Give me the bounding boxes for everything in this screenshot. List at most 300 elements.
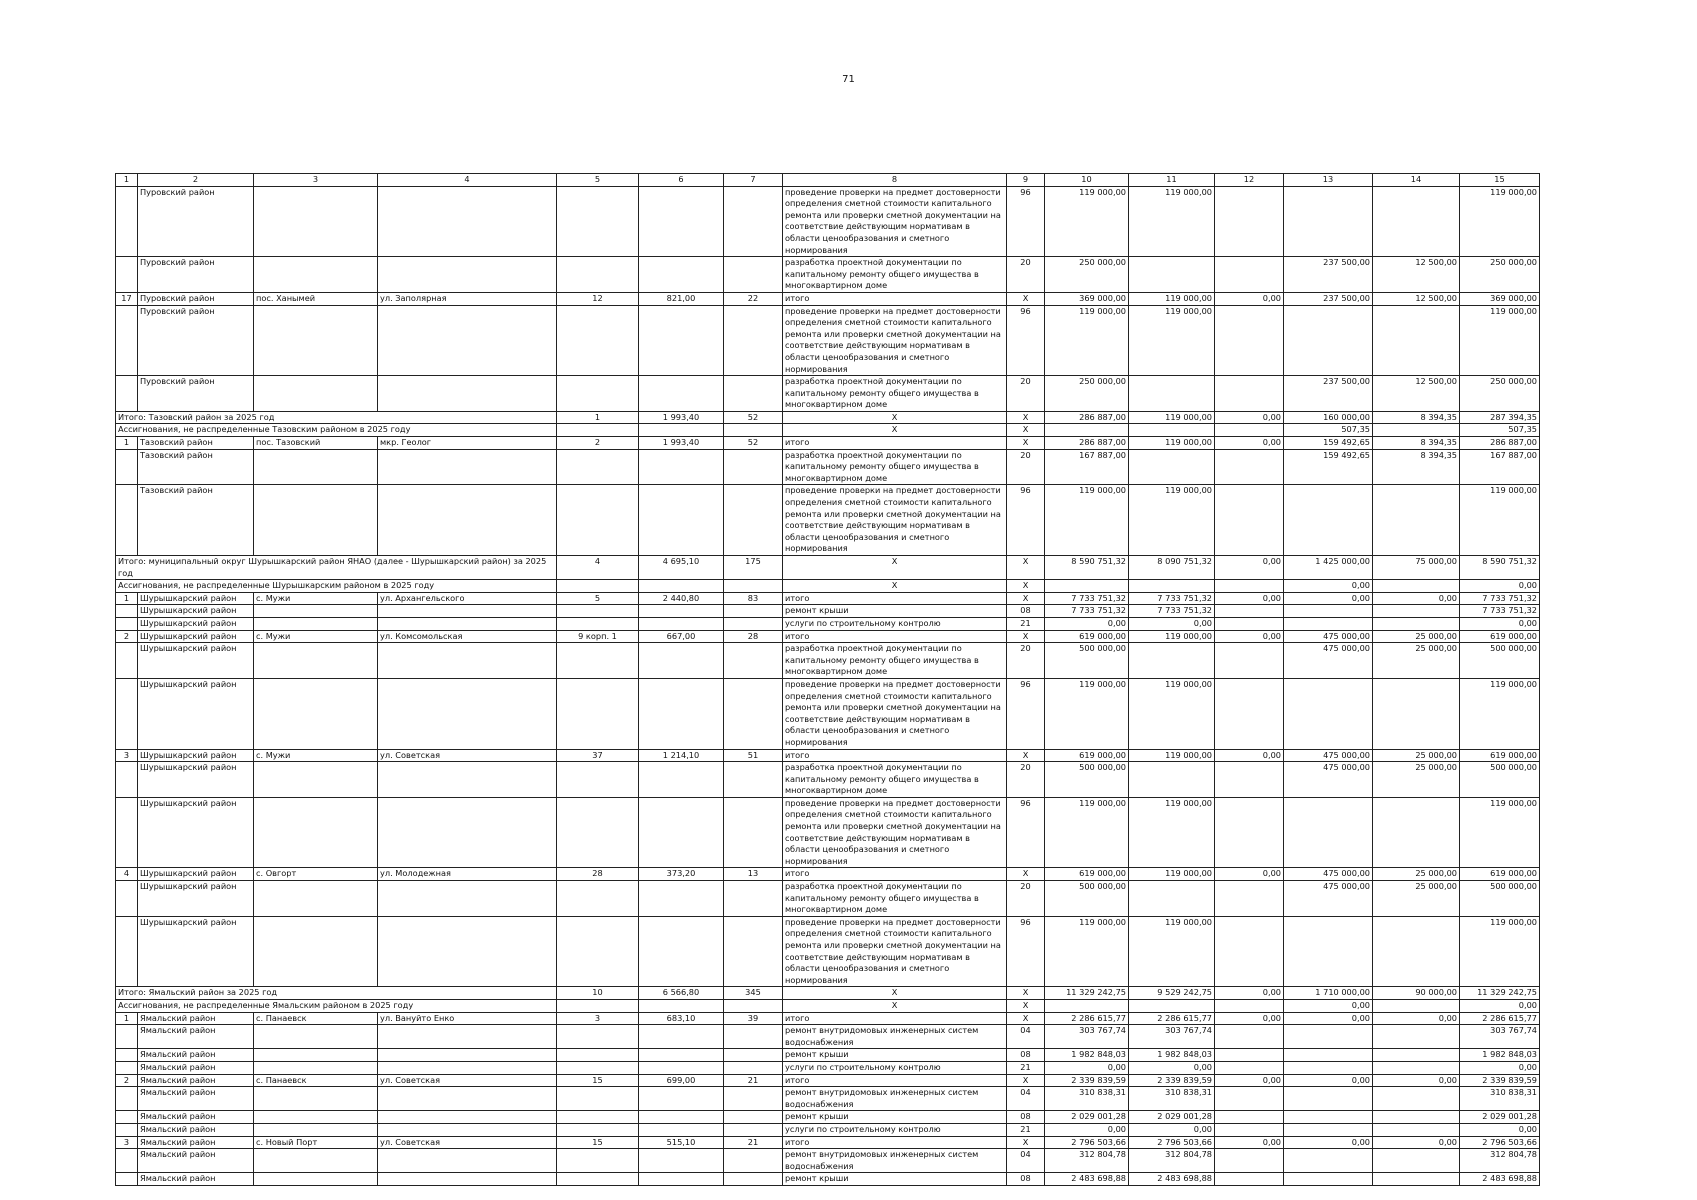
cell-c9: 08: [1007, 1049, 1045, 1062]
cell-c10: 500 000,00: [1045, 643, 1129, 679]
cell-c15: 619 000,00: [1460, 868, 1540, 881]
cell-c3: [254, 449, 378, 485]
table-row: [116, 797, 1540, 868]
cell-c3: [254, 1173, 378, 1186]
cell-c14: [1373, 1049, 1460, 1062]
cell-c2: Ямальский район: [138, 1025, 254, 1049]
cell-c7: [724, 1173, 783, 1186]
summary-row: [116, 424, 1540, 437]
cell-c13: 475 000,00: [1284, 881, 1373, 917]
cell-c14: 90 000,00: [1373, 987, 1460, 1000]
cell-c1: 3: [116, 749, 138, 762]
cell-c2: Шурышкарский район: [138, 749, 254, 762]
cell-c5: 2: [557, 437, 639, 450]
cell-c8: ремонт крыши: [783, 605, 1007, 618]
cell-c2: Ямальский район: [138, 1136, 254, 1149]
cell-c12: 0,00: [1215, 592, 1284, 605]
column-header-15: 15: [1460, 174, 1540, 187]
cell-c4: [378, 305, 557, 376]
cell-c7: 52: [724, 411, 783, 424]
cell-c15: 2 029 001,28: [1460, 1111, 1540, 1124]
cell-c1: [116, 617, 138, 630]
cell-c11: 119 000,00: [1129, 749, 1215, 762]
cell-c3: [254, 1049, 378, 1062]
table-row: [116, 592, 1540, 605]
cell-c3: [254, 305, 378, 376]
cell-c1: [116, 1149, 138, 1173]
cell-c3: [254, 617, 378, 630]
cell-c5: [557, 643, 639, 679]
cell-c9: Х: [1007, 749, 1045, 762]
cell-span: Итого: Ямальский район за 2025 год: [116, 987, 557, 1000]
cell-c13: 159 492,65: [1284, 449, 1373, 485]
cell-c14: 25 000,00: [1373, 868, 1460, 881]
cell-c4: [378, 485, 557, 556]
cell-c14: 25 000,00: [1373, 630, 1460, 643]
cell-c4: [378, 1087, 557, 1111]
cell-c7: [724, 257, 783, 293]
cell-c9: 21: [1007, 1123, 1045, 1136]
cell-c13: 0,00: [1284, 1136, 1373, 1149]
cell-c6: [639, 186, 724, 257]
cell-c13: 1 425 000,00: [1284, 556, 1373, 580]
cell-c10: 7 733 751,32: [1045, 605, 1129, 618]
cell-c3: [254, 762, 378, 798]
cell-c9: 04: [1007, 1149, 1045, 1173]
cell-c4: [378, 186, 557, 257]
cell-c13: [1284, 617, 1373, 630]
cell-c3: [254, 881, 378, 917]
summary-row: [116, 999, 1540, 1012]
cell-c1: 2: [116, 1074, 138, 1087]
cell-c3: с. Мужи: [254, 630, 378, 643]
cell-c15: 1 982 848,03: [1460, 1049, 1540, 1062]
cell-c10: 119 000,00: [1045, 678, 1129, 749]
cell-c13: 475 000,00: [1284, 762, 1373, 798]
table-row: [116, 292, 1540, 305]
cell-c15: 2 796 503,66: [1460, 1136, 1540, 1149]
cell-c10: 369 000,00: [1045, 292, 1129, 305]
cell-c2: Пуровский район: [138, 305, 254, 376]
cell-c11: 0,00: [1129, 1123, 1215, 1136]
summary-row: [116, 411, 1540, 424]
cell-c2: Шурышкарский район: [138, 916, 254, 987]
table-row: [116, 449, 1540, 485]
cell-c15: 507,35: [1460, 424, 1540, 437]
cell-c5: 12: [557, 292, 639, 305]
cell-c11: 119 000,00: [1129, 630, 1215, 643]
cell-c5: [557, 1111, 639, 1124]
cell-c14: 0,00: [1373, 1012, 1460, 1025]
cell-c8: итого: [783, 437, 1007, 450]
cell-c15: 369 000,00: [1460, 292, 1540, 305]
cell-c14: 12 500,00: [1373, 292, 1460, 305]
cell-c10: 2 483 698,88: [1045, 1173, 1129, 1186]
column-header-2: 2: [138, 174, 254, 187]
cell-c1: [116, 605, 138, 618]
cell-c2: Шурышкарский район: [138, 797, 254, 868]
cell-c1: 2: [116, 630, 138, 643]
cell-c11: [1129, 449, 1215, 485]
cell-c11: [1129, 424, 1215, 437]
page-number: 71: [842, 74, 855, 85]
cell-c4: ул. Заполярная: [378, 292, 557, 305]
cell-c6: 821,00: [639, 292, 724, 305]
cell-c5: [557, 257, 639, 293]
cell-c4: ул. Советская: [378, 1074, 557, 1087]
cell-c8: ремонт крыши: [783, 1049, 1007, 1062]
cell-c6: [639, 605, 724, 618]
table-row: [116, 1136, 1540, 1149]
cell-c4: [378, 257, 557, 293]
cell-c3: [254, 916, 378, 987]
cell-c9: Х: [1007, 630, 1045, 643]
cell-c10: [1045, 999, 1129, 1012]
cell-c3: [254, 186, 378, 257]
cell-c6: 1 214,10: [639, 749, 724, 762]
column-header-8: 8: [783, 174, 1007, 187]
cell-c1: [116, 678, 138, 749]
cell-c4: [378, 1061, 557, 1074]
cell-c2: Шурышкарский район: [138, 605, 254, 618]
cell-c12: [1215, 186, 1284, 257]
cell-c14: [1373, 797, 1460, 868]
cell-span: Ассигнования, не распределенные Шурышкарским районом в 2025 году: [116, 580, 557, 593]
cell-c15: 286 887,00: [1460, 437, 1540, 450]
cell-c5: 37: [557, 749, 639, 762]
cell-c8: разработка проектной документации по капитальному ремонту общего имущества в многоквартирном доме: [783, 762, 1007, 798]
cell-c12: 0,00: [1215, 1012, 1284, 1025]
cell-c12: 0,00: [1215, 292, 1284, 305]
cell-c10: 500 000,00: [1045, 881, 1129, 917]
cell-c4: [378, 1149, 557, 1173]
cell-c3: с. Мужи: [254, 749, 378, 762]
cell-c2: Ямальский район: [138, 1074, 254, 1087]
cell-c12: [1215, 916, 1284, 987]
cell-c15: 119 000,00: [1460, 678, 1540, 749]
cell-c12: [1215, 424, 1284, 437]
cell-c11: [1129, 580, 1215, 593]
column-header-7: 7: [724, 174, 783, 187]
cell-c7: 21: [724, 1136, 783, 1149]
cell-c5: [557, 1173, 639, 1186]
cell-c6: [639, 1123, 724, 1136]
cell-c13: [1284, 1149, 1373, 1173]
cell-c14: [1373, 1173, 1460, 1186]
cell-c9: Х: [1007, 580, 1045, 593]
cell-c14: 8 394,35: [1373, 411, 1460, 424]
cell-c8: Х: [783, 411, 1007, 424]
cell-c7: [724, 999, 783, 1012]
allocation-table: [115, 173, 1540, 1186]
table-row: [116, 1049, 1540, 1062]
cell-c11: [1129, 376, 1215, 412]
cell-c9: 96: [1007, 916, 1045, 987]
cell-c10: 1 982 848,03: [1045, 1049, 1129, 1062]
cell-c13: 237 500,00: [1284, 257, 1373, 293]
table-row: [116, 617, 1540, 630]
cell-c15: 310 838,31: [1460, 1087, 1540, 1111]
cell-c11: 303 767,74: [1129, 1025, 1215, 1049]
cell-c5: [557, 449, 639, 485]
cell-c11: 7 733 751,32: [1129, 592, 1215, 605]
cell-c3: [254, 1111, 378, 1124]
cell-c5: [557, 678, 639, 749]
cell-c6: [639, 449, 724, 485]
cell-c5: 15: [557, 1136, 639, 1149]
cell-c10: 8 590 751,32: [1045, 556, 1129, 580]
cell-c11: [1129, 643, 1215, 679]
cell-c12: [1215, 762, 1284, 798]
cell-c15: 2 483 698,88: [1460, 1173, 1540, 1186]
cell-c6: [639, 617, 724, 630]
cell-c10: 250 000,00: [1045, 257, 1129, 293]
cell-c8: ремонт внутридомовых инженерных систем водоснабжения: [783, 1025, 1007, 1049]
cell-c11: 119 000,00: [1129, 437, 1215, 450]
cell-c11: 312 804,78: [1129, 1149, 1215, 1173]
cell-c6: 4 695,10: [639, 556, 724, 580]
cell-c1: [116, 1049, 138, 1062]
cell-c15: 250 000,00: [1460, 376, 1540, 412]
table-row: [116, 1061, 1540, 1074]
cell-c6: [639, 580, 724, 593]
cell-c1: [116, 797, 138, 868]
cell-c11: 0,00: [1129, 1061, 1215, 1074]
cell-c9: 08: [1007, 605, 1045, 618]
cell-c12: [1215, 449, 1284, 485]
cell-c5: [557, 797, 639, 868]
cell-c9: 20: [1007, 449, 1045, 485]
cell-c5: [557, 1087, 639, 1111]
cell-c15: 303 767,74: [1460, 1025, 1540, 1049]
cell-c5: [557, 762, 639, 798]
cell-c10: 310 838,31: [1045, 1087, 1129, 1111]
cell-c5: 28: [557, 868, 639, 881]
cell-c8: разработка проектной документации по капитальному ремонту общего имущества в многоквартирном доме: [783, 376, 1007, 412]
cell-c6: [639, 1049, 724, 1062]
cell-c15: 167 887,00: [1460, 449, 1540, 485]
cell-c3: пос. Ханымей: [254, 292, 378, 305]
cell-c8: услуги по строительному контролю: [783, 617, 1007, 630]
cell-c4: [378, 1123, 557, 1136]
cell-c7: [724, 485, 783, 556]
cell-c12: 0,00: [1215, 1136, 1284, 1149]
cell-c6: [639, 1173, 724, 1186]
cell-c7: 83: [724, 592, 783, 605]
cell-c1: [116, 1025, 138, 1049]
cell-c1: [116, 881, 138, 917]
cell-c8: ремонт крыши: [783, 1173, 1007, 1186]
cell-c14: [1373, 999, 1460, 1012]
cell-c13: [1284, 1087, 1373, 1111]
cell-c13: 475 000,00: [1284, 868, 1373, 881]
cell-c3: [254, 485, 378, 556]
cell-c7: 345: [724, 987, 783, 1000]
cell-c6: [639, 999, 724, 1012]
cell-c5: 3: [557, 1012, 639, 1025]
cell-c15: 8 590 751,32: [1460, 556, 1540, 580]
cell-c10: 2 286 615,77: [1045, 1012, 1129, 1025]
cell-c14: [1373, 1149, 1460, 1173]
cell-c10: 119 000,00: [1045, 797, 1129, 868]
cell-c9: Х: [1007, 1074, 1045, 1087]
cell-c13: 0,00: [1284, 999, 1373, 1012]
cell-c9: Х: [1007, 592, 1045, 605]
cell-c14: 12 500,00: [1373, 257, 1460, 293]
cell-c5: 5: [557, 592, 639, 605]
cell-c4: [378, 762, 557, 798]
cell-c8: разработка проектной документации по капитальному ремонту общего имущества в многоквартирном доме: [783, 449, 1007, 485]
cell-c13: [1284, 305, 1373, 376]
cell-c8: итого: [783, 749, 1007, 762]
cell-c12: [1215, 580, 1284, 593]
cell-c4: [378, 1025, 557, 1049]
cell-c15: 0,00: [1460, 617, 1540, 630]
cell-c4: [378, 678, 557, 749]
cell-c4: [378, 916, 557, 987]
cell-c14: 8 394,35: [1373, 449, 1460, 485]
cell-c5: 10: [557, 987, 639, 1000]
cell-c13: 237 500,00: [1284, 376, 1373, 412]
cell-c9: 96: [1007, 678, 1045, 749]
cell-c11: 1 982 848,03: [1129, 1049, 1215, 1062]
table-row: [116, 305, 1540, 376]
cell-c5: 9 корп. 1: [557, 630, 639, 643]
cell-c12: [1215, 797, 1284, 868]
cell-c6: [639, 485, 724, 556]
cell-c10: 119 000,00: [1045, 485, 1129, 556]
cell-c15: 7 733 751,32: [1460, 592, 1540, 605]
cell-c4: ул. Советская: [378, 1136, 557, 1149]
cell-c14: [1373, 1123, 1460, 1136]
cell-c8: проведение проверки на предмет достоверности определения сметной стоимости капитального ремонта или проверки сметной документации на соответствие действующим нормативам в области ценообразования и сметного нормирования: [783, 485, 1007, 556]
cell-c2: Шурышкарский район: [138, 881, 254, 917]
cell-c7: [724, 1111, 783, 1124]
cell-c5: [557, 186, 639, 257]
cell-c8: итого: [783, 592, 1007, 605]
cell-c2: Ямальский район: [138, 1087, 254, 1111]
column-header-4: 4: [378, 174, 557, 187]
cell-c15: 500 000,00: [1460, 762, 1540, 798]
cell-c14: [1373, 1087, 1460, 1111]
cell-c15: 619 000,00: [1460, 630, 1540, 643]
cell-c2: Тазовский район: [138, 437, 254, 450]
column-header-12: 12: [1215, 174, 1284, 187]
table-row: [116, 1111, 1540, 1124]
cell-c6: 699,00: [639, 1074, 724, 1087]
cell-c3: [254, 605, 378, 618]
cell-c13: [1284, 1049, 1373, 1062]
table-row: [116, 1123, 1540, 1136]
cell-c7: 22: [724, 292, 783, 305]
cell-c12: [1215, 1025, 1284, 1049]
summary-row: [116, 987, 1540, 1000]
cell-c14: 75 000,00: [1373, 556, 1460, 580]
table-row: [116, 437, 1540, 450]
column-header-14: 14: [1373, 174, 1460, 187]
cell-c8: Х: [783, 556, 1007, 580]
cell-c12: [1215, 999, 1284, 1012]
cell-c3: с. Овгорт: [254, 868, 378, 881]
cell-span: Ассигнования, не распределенные Тазовским районом в 2025 году: [116, 424, 557, 437]
cell-c10: 2 796 503,66: [1045, 1136, 1129, 1149]
column-header-6: 6: [639, 174, 724, 187]
cell-c4: [378, 376, 557, 412]
table-row: [116, 762, 1540, 798]
cell-c13: 160 000,00: [1284, 411, 1373, 424]
cell-c13: [1284, 485, 1373, 556]
cell-c15: 500 000,00: [1460, 643, 1540, 679]
cell-c12: [1215, 1149, 1284, 1173]
cell-c6: [639, 762, 724, 798]
cell-c6: 2 440,80: [639, 592, 724, 605]
cell-c2: Ямальский район: [138, 1173, 254, 1186]
cell-c11: 119 000,00: [1129, 411, 1215, 424]
cell-c14: 0,00: [1373, 1136, 1460, 1149]
cell-c10: 119 000,00: [1045, 916, 1129, 987]
cell-c8: проведение проверки на предмет достоверности определения сметной стоимости капитального ремонта или проверки сметной документации на соответствие действующим нормативам в области ценообразования и сметного нормирования: [783, 678, 1007, 749]
cell-c7: [724, 449, 783, 485]
cell-c10: 119 000,00: [1045, 305, 1129, 376]
cell-c12: [1215, 881, 1284, 917]
cell-c8: ремонт крыши: [783, 1111, 1007, 1124]
cell-c3: с. Панаевск: [254, 1012, 378, 1025]
cell-c10: 250 000,00: [1045, 376, 1129, 412]
cell-c11: 2 029 001,28: [1129, 1111, 1215, 1124]
cell-c14: [1373, 186, 1460, 257]
cell-c12: [1215, 305, 1284, 376]
cell-c2: Пуровский район: [138, 376, 254, 412]
cell-c7: [724, 617, 783, 630]
cell-c13: 237 500,00: [1284, 292, 1373, 305]
cell-c1: [116, 916, 138, 987]
cell-c9: 96: [1007, 797, 1045, 868]
cell-c8: проведение проверки на предмет достоверности определения сметной стоимости капитального ремонта или проверки сметной документации на соответствие действующим нормативам в области ценообразования и сметного нормирования: [783, 305, 1007, 376]
cell-c11: [1129, 762, 1215, 798]
cell-c7: [724, 424, 783, 437]
cell-c15: 0,00: [1460, 580, 1540, 593]
cell-c6: [639, 1149, 724, 1173]
cell-c15: 119 000,00: [1460, 485, 1540, 556]
cell-span: Итого: муниципальный округ Шурышкарский район ЯНАО (далее - Шурышкарский район) за 2025 год: [116, 556, 557, 580]
table-row: [116, 678, 1540, 749]
cell-c2: Тазовский район: [138, 449, 254, 485]
cell-c14: 12 500,00: [1373, 376, 1460, 412]
table-row: [116, 749, 1540, 762]
column-header-11: 11: [1129, 174, 1215, 187]
cell-c5: [557, 580, 639, 593]
cell-c13: [1284, 797, 1373, 868]
cell-c9: Х: [1007, 987, 1045, 1000]
cell-c7: [724, 1061, 783, 1074]
cell-c8: итого: [783, 630, 1007, 643]
cell-c7: [724, 376, 783, 412]
cell-c14: [1373, 916, 1460, 987]
cell-c12: 0,00: [1215, 1074, 1284, 1087]
cell-c12: 0,00: [1215, 411, 1284, 424]
cell-c2: Пуровский район: [138, 292, 254, 305]
cell-c12: [1215, 1111, 1284, 1124]
cell-c12: 0,00: [1215, 437, 1284, 450]
cell-c1: [116, 1173, 138, 1186]
cell-c13: 0,00: [1284, 580, 1373, 593]
cell-c4: [378, 617, 557, 630]
cell-c8: итого: [783, 1012, 1007, 1025]
cell-c12: [1215, 1123, 1284, 1136]
cell-c13: 0,00: [1284, 1074, 1373, 1087]
cell-c10: 2 339 839,59: [1045, 1074, 1129, 1087]
cell-c14: 25 000,00: [1373, 643, 1460, 679]
